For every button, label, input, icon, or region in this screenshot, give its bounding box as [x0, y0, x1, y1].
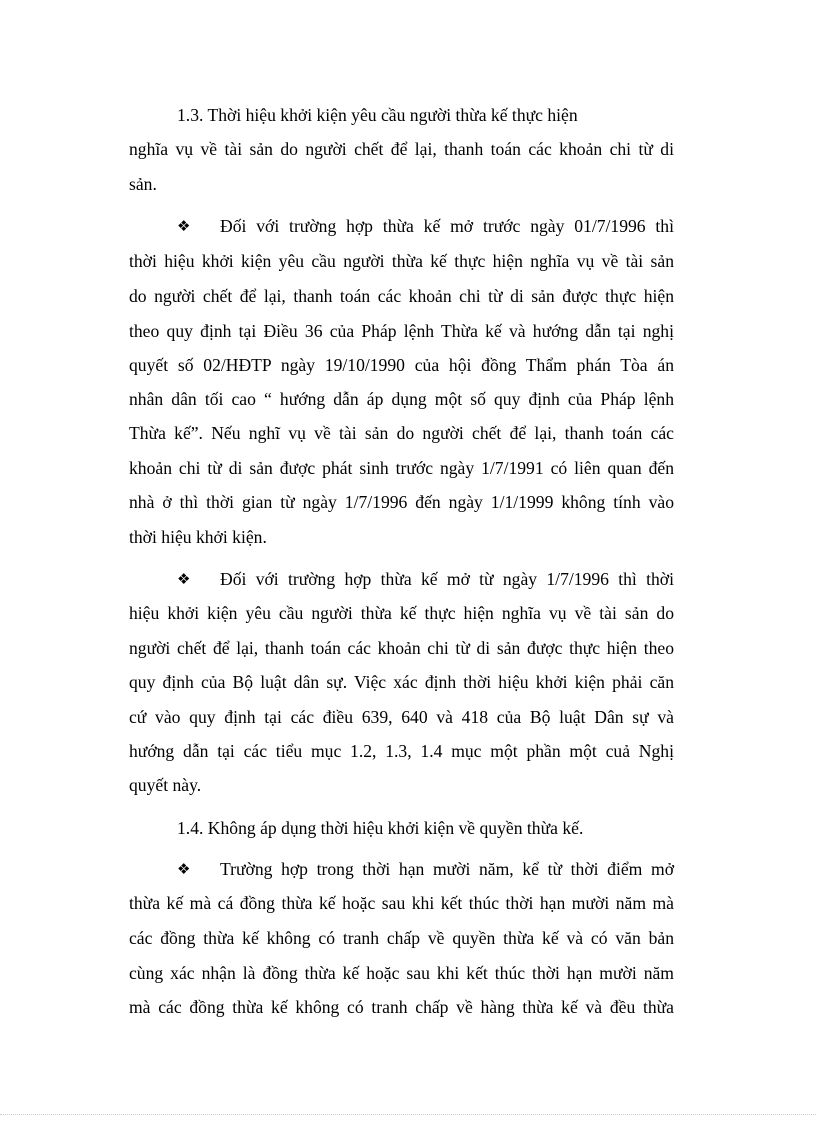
- diamond-bullet-icon: ❖: [177, 860, 191, 878]
- section-1-4-heading: 1.4. Không áp dụng thời hiệu khởi kiện về quyền thừa kế.: [177, 818, 584, 838]
- bullet-1-line-1: Đối với trường hợp thừa kế mở trước ngày 01/7/1996 thì: [220, 216, 674, 236]
- bullet-2-line-6: hướng dẫn tại các tiểu mục 1.2, 1.3, 1.4 mục một phần một cuả Nghị: [129, 741, 674, 761]
- bullet-3-line-2: thừa kế mà cá đồng thừa kế hoặc sau khi kết thúc thời hạn mười năm mà: [129, 893, 674, 913]
- bullet-2-line-7: quyết này.: [129, 775, 202, 795]
- section-1-3-heading-line-1: 1.3. Thời hiệu khởi kiện yêu cầu người thừa kế thực hiện: [177, 105, 578, 125]
- bullet-1-line-3: do người chết để lại, thanh toán các khoản chi từ di sản được thực hiện: [129, 286, 674, 306]
- bullet-3-line-3: các đồng thừa kế không có tranh chấp về quyền thừa kế và có văn bản: [129, 928, 674, 948]
- diamond-bullet-icon: ❖: [177, 217, 191, 235]
- page-bottom-border: [0, 1114, 816, 1115]
- bullet-1-line-10: thời hiệu khởi kiện.: [129, 527, 267, 547]
- bullet-2-line-5: cứ vào quy định tại các điều 639, 640 và 418 của Bộ luật Dân sự và: [129, 707, 674, 727]
- bullet-1-line-6: nhân dân tối cao “ hướng dẫn áp dụng một số quy định của Pháp lệnh: [129, 389, 674, 409]
- bullet-2-line-1: Đối với trường hợp thừa kế mở từ ngày 1/7/1996 thì thời: [220, 569, 674, 589]
- bullet-3-line-4: cùng xác nhận là đồng thừa kế hoặc sau khi kết thúc thời hạn mười năm: [129, 963, 674, 983]
- bullet-3-line-1: Trường hợp trong thời hạn mười năm, kể từ thời điểm mở: [220, 859, 674, 879]
- bullet-2-line-2: hiệu khởi kiện yêu cầu người thừa kế thực hiện nghĩa vụ về tài sản do: [129, 603, 674, 623]
- bullet-1-line-9: nhà ở thì thời gian từ ngày 1/7/1996 đến ngày 1/1/1999 không tính vào: [129, 492, 674, 512]
- section-1-3-heading-line-3: sản.: [129, 174, 157, 194]
- bullet-1-line-7: Thừa kế”. Nếu nghĩ vụ về tài sản do người chết để lại, thanh toán các: [129, 423, 674, 443]
- bullet-3-line-5: mà các đồng thừa kế không có tranh chấp về hàng thừa kế và đều thừa: [129, 997, 674, 1017]
- bullet-2-line-4: quy định của Bộ luật dân sự. Việc xác định thời hiệu khởi kiện phải căn: [129, 672, 674, 692]
- bullet-1-line-8: khoản chi từ di sản được phát sinh trước ngày 1/7/1991 có liên quan đến: [129, 458, 674, 478]
- bullet-1-line-5: quyết số 02/HĐTP ngày 19/10/1990 của hội đồng Thẩm phán Tòa án: [129, 355, 674, 375]
- bullet-1-line-4: theo quy định tại Điều 36 của Pháp lệnh Thừa kế và hướng dẫn tại nghị: [129, 321, 674, 341]
- section-1-3-heading-line-2: nghĩa vụ về tài sản do người chết để lại, thanh toán các khoản chi từ di: [129, 139, 674, 159]
- bullet-2-line-3: người chết để lại, thanh toán các khoản chi từ di sản được thực hiện theo: [129, 638, 674, 658]
- diamond-bullet-icon: ❖: [177, 570, 191, 588]
- bullet-1-line-2: thời hiệu khởi kiện yêu cầu người thừa kế thực hiện nghĩa vụ về tài sản: [129, 251, 674, 271]
